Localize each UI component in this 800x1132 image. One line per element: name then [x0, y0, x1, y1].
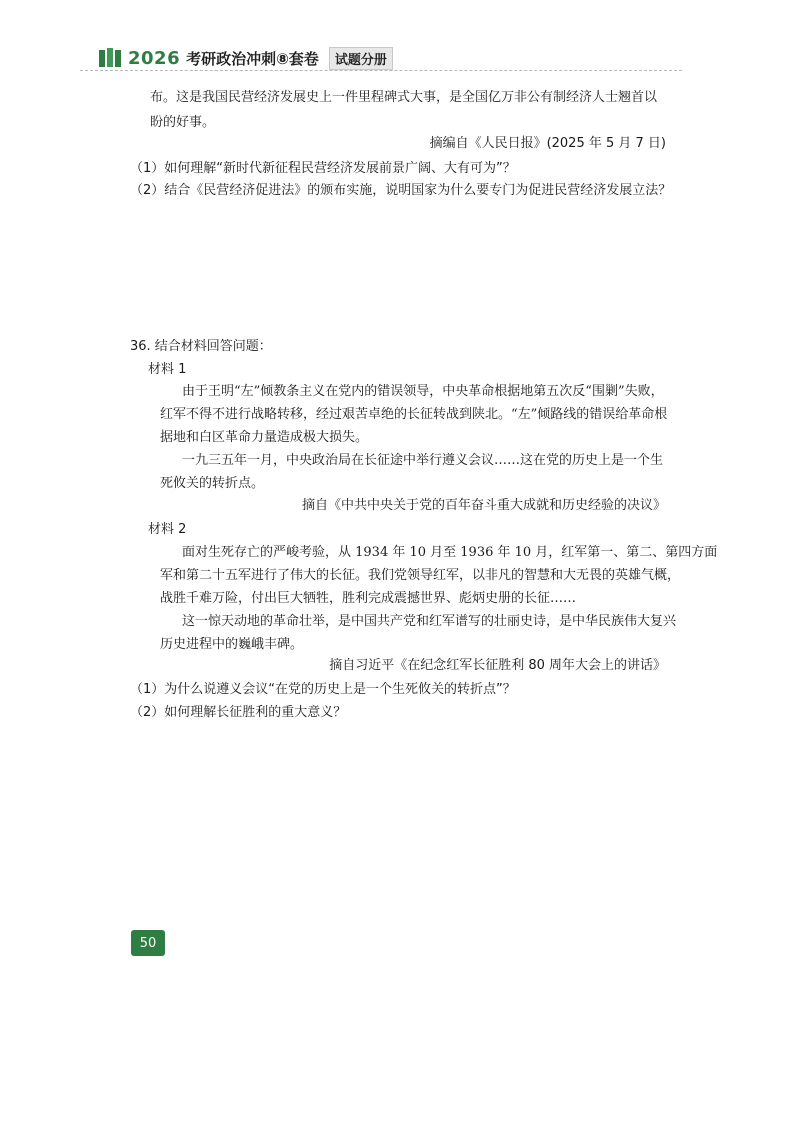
- material-1-line-4: 一九三五年一月，中央政治局在长征途中举行遵义会议……这在党的历史上是一个生: [182, 453, 664, 468]
- brand-year: 2026: [128, 47, 181, 69]
- material-2-label: 材料 2: [148, 522, 187, 537]
- material-2-line-3: 战胜千难万险，付出巨大牺牲，胜利完成震撼世界、彪炳史册的长征……: [160, 591, 577, 606]
- book-icon: [98, 47, 122, 69]
- q35-text-line-2: 盼的好事。: [150, 115, 216, 130]
- q36-title: 36. 结合材料回答问题：: [130, 339, 272, 354]
- material-1-line-3: 据地和白区革命力量造成极大损失。: [160, 430, 369, 445]
- material-2-line-4: 这一惊天动地的革命壮举，是中国共产党和红军谱写的壮丽史诗，是中华民族伟大复兴: [182, 614, 677, 629]
- material-1-source: 摘自《中共中央关于党的百年奋斗重大成就和历史经验的决议》: [301, 498, 666, 513]
- q35-question-2: （2）结合《民营经济促进法》的颁布实施，说明国家为什么要专门为促进民营经济发展立法？: [130, 183, 672, 198]
- material-2-source: 摘自习近平《在纪念红军长征胜利 80 周年大会上的讲话》: [329, 658, 666, 673]
- material-1-line-1: 由于王明“左”倾教条主义在党内的错误领导，中央革命根据地第五次反“围剿”失败，: [182, 384, 664, 399]
- material-2-line-2: 军和第二十五军进行了伟大的长征。我们党领导红军，以非凡的智慧和大无畏的英雄气概，: [160, 568, 681, 583]
- material-1-label: 材料 1: [148, 362, 187, 377]
- page-number: 50: [131, 930, 165, 956]
- material-2-line-5: 历史进程中的巍峨丰碑。: [160, 637, 304, 652]
- material-2-line-1: 面对生死存亡的严峻考验，从 1934 年 10 月至 1936 年 10 月，红军第一、第二、第四方面: [182, 545, 718, 560]
- q36-question-1: （1）为什么说遵义会议“在党的历史上是一个生死攸关的转折点”？: [130, 682, 516, 697]
- material-1-line-2: 红军不得不进行战略转移，经过艰苦卓绝的长征转战到陕北。“左”倾路线的错误给革命根: [160, 407, 668, 422]
- q35-source: 摘编自《人民日报》(2025 年 5 月 7 日): [429, 136, 666, 151]
- q35-text-line-1: 布。这是我国民营经济发展史上一件里程碑式大事，是全国亿万非公有制经济人士翘首以: [150, 90, 658, 105]
- header-divider: [80, 70, 682, 71]
- q35-question-1: （1）如何理解“新时代新征程民营经济发展前景广阔、大有可为”？: [130, 161, 516, 176]
- booklet-tag: 试题分册: [329, 47, 393, 70]
- brand-title: 考研政治冲刺⑧套卷: [186, 49, 319, 68]
- material-1-line-5: 死攸关的转折点。: [160, 476, 265, 491]
- q36-question-2: （2）如何理解长征胜利的重大意义？: [130, 705, 347, 720]
- page-header: [98, 46, 393, 70]
